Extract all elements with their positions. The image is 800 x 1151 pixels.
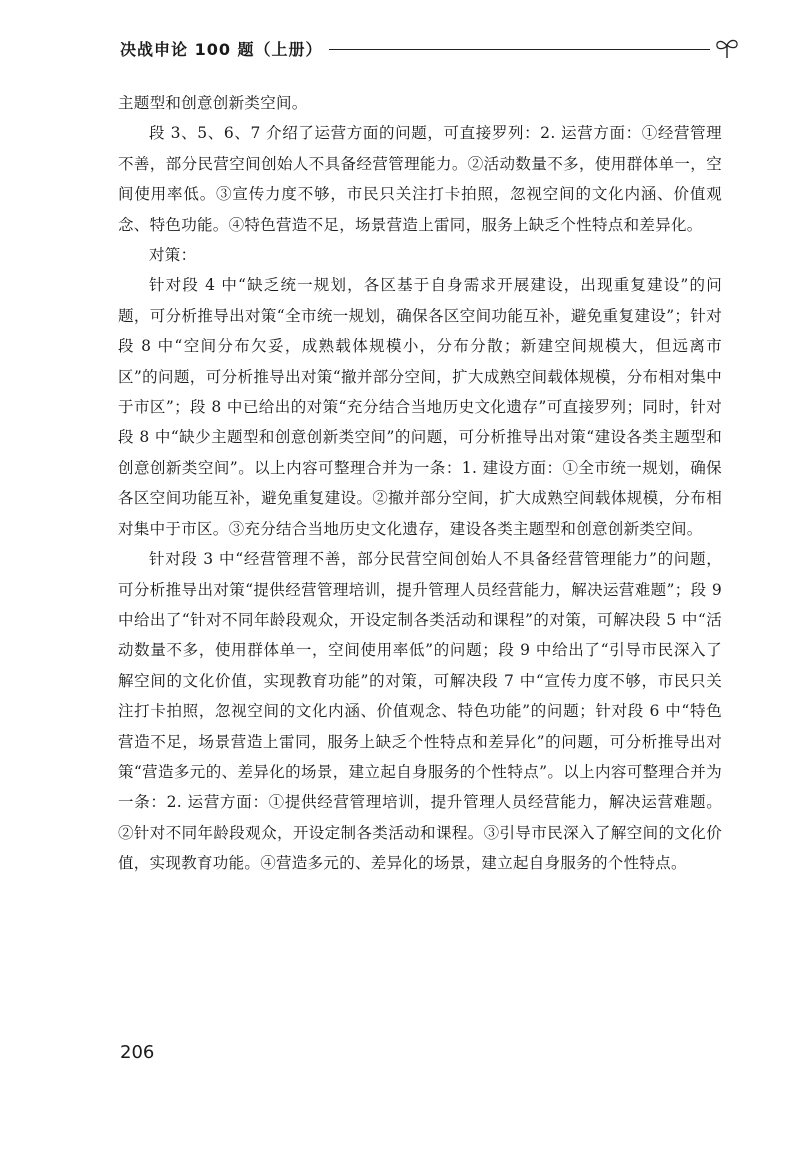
sprout-icon <box>714 37 740 59</box>
book-title: 决战申论 100 题（上册） <box>120 39 323 59</box>
paragraph: 针对段 4 中“缺乏统一规划，各区基于自身需求开展建设，出现重复建设”的问题，可分析推导出对策“全市统一规划，确保各区空间功能互补，避免重复建设”；针对段 8 中“空间分布欠妥，成熟载体规模小，分布分散；新建空间规模大，但远离市区”的问题，可分析推导出对策“撤并部分空间，扩大成熟空间载体规模，分布相对集中于市区”；段 8 中已给出的对策“充分结合当地历史文化遗存”可直接罗列；同时，针对段 8 中“缺少主题型和创意创新类空间”的问题，可分析推导出对策“建设各类主题型和创意创新类空间”。以上内容可整理合并为一条：1. 建设方面：①全市统一规划，确保各区空间功能互补，避免重复建设。②撤并部分空间，扩大成熟空间载体规模，分布相对集中于市区。③充分结合当地历史文化遗存，建设各类主题型和创意创新类空间。 <box>118 276 722 538</box>
page-body <box>118 88 722 879</box>
page-number: 206 <box>120 1042 155 1063</box>
paragraph-heading: 对策： <box>149 246 197 265</box>
running-header <box>120 36 740 60</box>
paragraph: 针对段 3 中“经营管理不善，部分民营空间创始人不具备经营管理能力”的问题，可分析推导出对策“提供经营管理培训，提升管理人员经营能力，解决运营难题”；段 9 中给出了“针对不同年龄段观众，开设定制各类活动和课程”的对策，可解决段 5 中“活动数量不多，使用群体单一，空间使用率低”的问题；段 9 中给出了“引导市民深入了解空间的文化价值，实现教育功能”的对策，可解决段 7 中“宣传力度不够，市民只关注打卡拍照，忽视空间的文化内涵、价值观念、特色功能”的问题；针对段 6 中“特色营造不足，场景营造上雷同，服务上缺乏个性特点和差异化”的问题，可分析推导出对策“营造多元的、差异化的场景，建立起自身服务的个性特点”。以上内容可整理合并为一条：2. 运营方面：①提供经营管理培训，提升管理人员经营能力，解决运营难题。②针对不同年龄段观众，开设定制各类活动和课程。③引导市民深入了解空间的文化价值，实现教育功能。④营造多元的、差异化的场景，建立起自身服务的个性特点。 <box>118 550 722 873</box>
paragraph: 主题型和创意创新类空间。 <box>118 94 308 112</box>
paragraph: 段 3、5、6、7 介绍了运营方面的问题，可直接罗列：2. 运营方面：①经营管理不善，部分民营空间创始人不具备经营管理能力。②活动数量不多，使用群体单一，空间使用率低。③宣传力度不够，市民只关注打卡拍照，忽视空间的文化内涵、价值观念、特色功能。④特色营造不足，场景营造上雷同，服务上缺乏个性特点和差异化。 <box>118 124 722 234</box>
header-rule <box>329 49 710 50</box>
